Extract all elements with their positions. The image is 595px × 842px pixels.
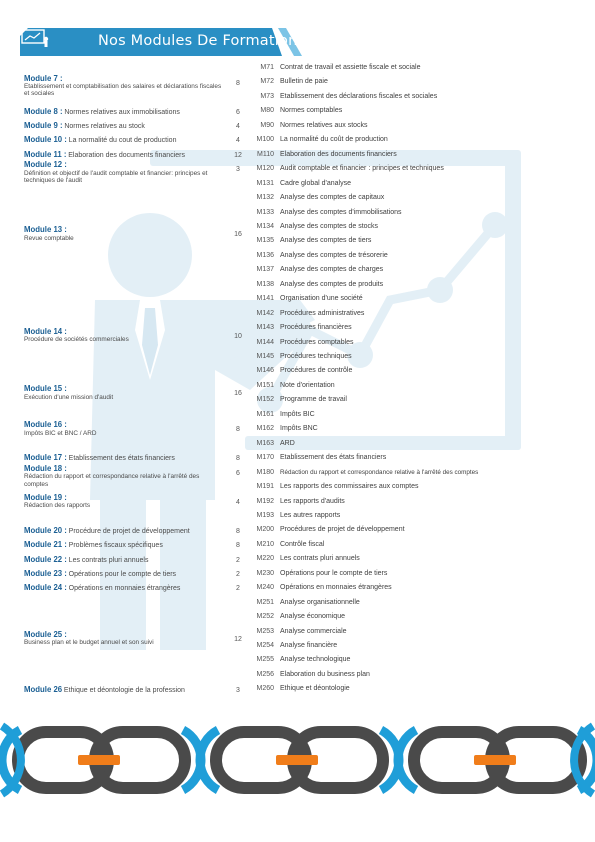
module-description: Etablissement et comptabilisation des salaires et déclarations fiscales et sociales — [24, 83, 222, 98]
submodule-label: Normes comptables — [280, 107, 343, 115]
submodule-code: M131 — [256, 179, 274, 187]
submodule-label: Opérations en monnaies étrangères — [280, 584, 392, 592]
module-label — [24, 527, 229, 535]
chain-bar-gap — [122, 755, 126, 765]
submodule-label: Procédures de projet de développement — [280, 526, 405, 534]
chain-bar-gap — [320, 755, 324, 765]
submodule-label: Analyse des comptes de capitaux — [280, 194, 385, 202]
submodule-code: M138 — [256, 280, 274, 288]
submodule-label: Analyse économique — [280, 613, 345, 621]
module-hours: 2 — [236, 570, 240, 578]
submodule-code: M163 — [256, 439, 274, 447]
module-title: Module 7 : — [24, 73, 63, 83]
submodule-label: Procédures techniques — [280, 353, 352, 360]
module-title: Module 18 : — [24, 463, 67, 473]
submodule-label: Etablissement des états financiers — [280, 454, 387, 462]
module-title: Module 24 : — [24, 583, 67, 593]
submodule-label: Analyse des comptes de produits — [280, 280, 384, 288]
module-hours: 8 — [236, 542, 240, 550]
submodule-label: Analyse des comptes de stocks — [280, 222, 379, 230]
module-hours: 8 — [236, 527, 240, 535]
chain-center-bar — [78, 755, 120, 765]
module-title: Module 15 : — [24, 384, 67, 394]
submodule-label: Procédures administratives — [280, 309, 365, 317]
module-title: Module 9 : — [24, 121, 63, 131]
submodule-label: ARD — [280, 439, 295, 447]
module-title: Module 8 : — [24, 106, 63, 116]
submodule-code: M193 — [256, 511, 274, 519]
submodule-code: M170 — [256, 454, 274, 462]
module-title: Module 17 : — [24, 453, 67, 463]
module-title: Module 19 : — [24, 492, 67, 502]
module-hours: 2 — [236, 556, 240, 564]
submodule-label: Les autres rapports — [280, 511, 341, 519]
module-description: Ethique et déontologie de la profession — [63, 686, 185, 694]
module-description: Les contrats pluri annuels — [68, 556, 149, 564]
module-label — [24, 686, 229, 694]
module-description: La normalité du cout de production — [68, 137, 177, 145]
module-label — [24, 541, 229, 549]
submodule-code: M110 — [257, 150, 274, 158]
module-hours: 4 — [236, 498, 240, 506]
module-label — [24, 136, 229, 144]
submodule-code: M253 — [256, 627, 274, 635]
module-description: Impôts BIC et BNC / ARD — [24, 429, 97, 437]
submodule-label: Impôts BIC — [280, 410, 315, 418]
submodule-code: M142 — [256, 309, 274, 317]
submodule-code: M133 — [256, 208, 274, 216]
module-description: Normes relatives au stock — [64, 123, 145, 131]
submodule-label: Procédures comptables — [280, 338, 354, 346]
module-description: Procédure de sociétés commerciales — [24, 335, 129, 343]
submodule-code: M254 — [256, 642, 274, 649]
chain-center-bar — [474, 755, 516, 765]
submodule-label: Cadre global d'analyse — [280, 179, 351, 187]
module-description: Opérations pour le compte de tiers — [68, 570, 177, 578]
submodule-label: Normes relatives aux stocks — [280, 121, 368, 129]
submodule-label: Analyse des comptes de tiers — [280, 237, 372, 245]
submodule-code: M180 — [256, 468, 274, 476]
submodule-code: M256 — [256, 670, 274, 678]
submodule-code: M137 — [256, 266, 274, 274]
submodule-label: Contrat de travail et assiette fiscale et sociale — [280, 64, 421, 71]
submodule-code: M162 — [256, 425, 274, 433]
module-description: Elaboration des documents financiers — [68, 151, 185, 159]
submodule-label: Les contrats pluri annuels — [280, 555, 360, 563]
chain-bar-gap — [270, 755, 274, 765]
submodule-code: M255 — [256, 656, 274, 664]
module-hours: 6 — [236, 108, 240, 116]
section-header-banner — [20, 28, 302, 56]
submodule-code: M220 — [256, 555, 274, 563]
submodule-label: Elaboration du business plan — [280, 670, 370, 678]
module-hours: 6 — [236, 469, 240, 477]
submodule-label: Analyse des comptes de trésorerie — [280, 251, 388, 259]
submodule-code: M146 — [256, 367, 274, 375]
submodule-code: M143 — [256, 324, 274, 332]
module-title: Module 21 : — [24, 540, 67, 550]
module-hours: 8 — [236, 455, 240, 463]
module-description: Normes relatives aux immobilisations — [64, 108, 180, 116]
module-title: Module 13 : — [24, 225, 67, 235]
submodule-label: Rédaction du rapport et correspondance relative à l'arrêté des comptes — [280, 468, 479, 476]
module-hours: 16 — [234, 231, 242, 239]
module-hours: 12 — [234, 151, 242, 159]
submodule-label: Bulletin de paie — [280, 78, 328, 86]
submodule-code: M90 — [260, 121, 274, 129]
module-hours: 10 — [234, 332, 242, 340]
module-hours: 4 — [236, 123, 240, 131]
module-description: Business plan et le budget annuel et son suivi — [24, 639, 154, 647]
module-label — [24, 631, 224, 647]
submodule-code: M192 — [256, 497, 274, 505]
module-hours: 8 — [236, 79, 240, 87]
module-label — [24, 226, 224, 242]
module-label — [24, 151, 229, 159]
submodule-code: M251 — [256, 598, 274, 606]
submodule-label: Audit comptable et financier : principes et techniques — [280, 165, 444, 173]
submodule-label: Les rapports d'audits — [280, 497, 345, 505]
module-label — [24, 161, 224, 184]
module-hours: 3 — [236, 686, 240, 694]
module-label — [24, 454, 229, 462]
module-description: Procédure de projet de développement — [68, 527, 190, 535]
submodule-code: M100 — [256, 136, 274, 144]
module-description: Exécution d'une mission d'audit — [24, 393, 114, 401]
module-title: Module 14 : — [24, 326, 67, 336]
module-label — [24, 570, 229, 578]
presentation-board-icon — [20, 28, 50, 48]
submodule-label: La normalité du coût de production — [280, 136, 388, 144]
submodule-label: Analyse financière — [280, 642, 338, 649]
page-title: Nos Modules De Formation — [98, 33, 298, 49]
submodule-code: M80 — [260, 107, 274, 115]
module-title: Module 26 — [24, 684, 63, 694]
module-description: Rédaction des rapports — [24, 502, 91, 510]
submodule-label: Organisation d'une société — [280, 295, 363, 303]
module-hours: 12 — [234, 636, 242, 643]
module-description: Problèmes fiscaux spécifiques — [68, 542, 163, 550]
module-description: Etablissement des états financiers — [68, 455, 175, 463]
module-label — [24, 108, 229, 116]
submodule-label: Analyse technologique — [280, 656, 351, 664]
module-description: Définition et objectif de l'audit comptable et financier: principes et techniques de l'audit — [24, 169, 208, 185]
chain-bar-gap — [518, 755, 522, 765]
module-hours: 2 — [236, 585, 240, 593]
submodule-code: M260 — [256, 685, 274, 693]
module-title: Module 25 : — [24, 630, 67, 639]
submodule-code: M145 — [256, 353, 274, 360]
chain-bar-gap — [468, 755, 472, 765]
module-hours: 16 — [234, 390, 242, 398]
submodule-code: M200 — [256, 526, 274, 534]
module-label — [24, 421, 224, 437]
submodule-code: M141 — [256, 295, 274, 303]
submodule-code: M134 — [256, 222, 274, 230]
module-title: Module 11 : — [24, 149, 67, 159]
submodule-code: M152 — [256, 396, 274, 404]
submodule-label: Impôts BNC — [280, 425, 318, 433]
module-label — [24, 385, 224, 401]
submodule-label: Analyse commerciale — [280, 627, 347, 635]
module-title: Module 16 : — [24, 420, 67, 430]
module-label — [24, 556, 229, 564]
submodule-label: Etablissement des déclarations fiscales et sociales — [280, 92, 438, 100]
submodule-label: Les rapports des commissaires aux comptes — [280, 483, 419, 491]
submodule-label: Note d'orientation — [280, 381, 335, 389]
submodule-label: Contrôle fiscal — [280, 540, 325, 548]
submodule-label: Ethique et déontologie — [280, 685, 350, 693]
submodule-code: M252 — [256, 613, 274, 621]
submodule-label: Analyse organisationnelle — [280, 598, 360, 606]
decorative-chain-footer — [0, 715, 595, 810]
module-hours: 3 — [236, 166, 240, 174]
submodule-code: M72 — [260, 78, 274, 86]
module-hours: 8 — [236, 426, 240, 434]
submodule-code: M73 — [260, 92, 274, 100]
submodule-label: Elaboration des documents financiers — [280, 150, 397, 158]
submodule-label: Opérations pour le compte de tiers — [280, 569, 388, 577]
submodule-label: Analyse des comptes d'immobilisations — [280, 208, 402, 216]
submodule-code: M136 — [256, 251, 274, 259]
module-title: Module 10 : — [24, 135, 67, 145]
chain-center-bar — [276, 755, 318, 765]
module-title: Module 20 : — [24, 525, 67, 535]
module-title: Module 12 : — [24, 160, 67, 170]
submodule-label: Procédures financières — [280, 324, 352, 332]
module-description: Revue comptable — [24, 234, 74, 242]
submodule-code: M120 — [256, 165, 274, 173]
submodule-code: M132 — [256, 194, 274, 202]
submodule-code: M230 — [256, 569, 274, 577]
module-label — [24, 584, 229, 592]
submodule-code: M135 — [256, 237, 274, 245]
submodule-label: Programme de travail — [280, 396, 347, 404]
submodule-code: M240 — [256, 584, 274, 592]
module-title: Module 23 : — [24, 568, 67, 578]
module-label — [24, 465, 224, 488]
submodule-code: M71 — [260, 64, 274, 71]
module-label — [24, 122, 229, 130]
module-hours: 4 — [236, 137, 240, 145]
module-description: Opérations en monnaies étrangères — [68, 585, 181, 593]
submodule-label: Procédures de contrôle — [280, 367, 353, 375]
submodule-code: M161 — [256, 410, 274, 418]
submodule-label: Analyse des comptes de charges — [280, 266, 384, 274]
module-description: Rédaction du rapport et correspondance relative à l'arrêté des comptes — [24, 473, 200, 488]
module-label — [24, 328, 224, 344]
submodule-code: M191 — [256, 483, 274, 491]
chain-bar-gap — [72, 755, 76, 765]
module-title: Module 22 : — [24, 554, 67, 564]
submodule-code: M151 — [256, 381, 274, 389]
module-label — [24, 75, 224, 98]
submodule-code: M210 — [256, 540, 274, 548]
module-label — [24, 494, 224, 510]
submodule-code: M144 — [256, 338, 274, 346]
